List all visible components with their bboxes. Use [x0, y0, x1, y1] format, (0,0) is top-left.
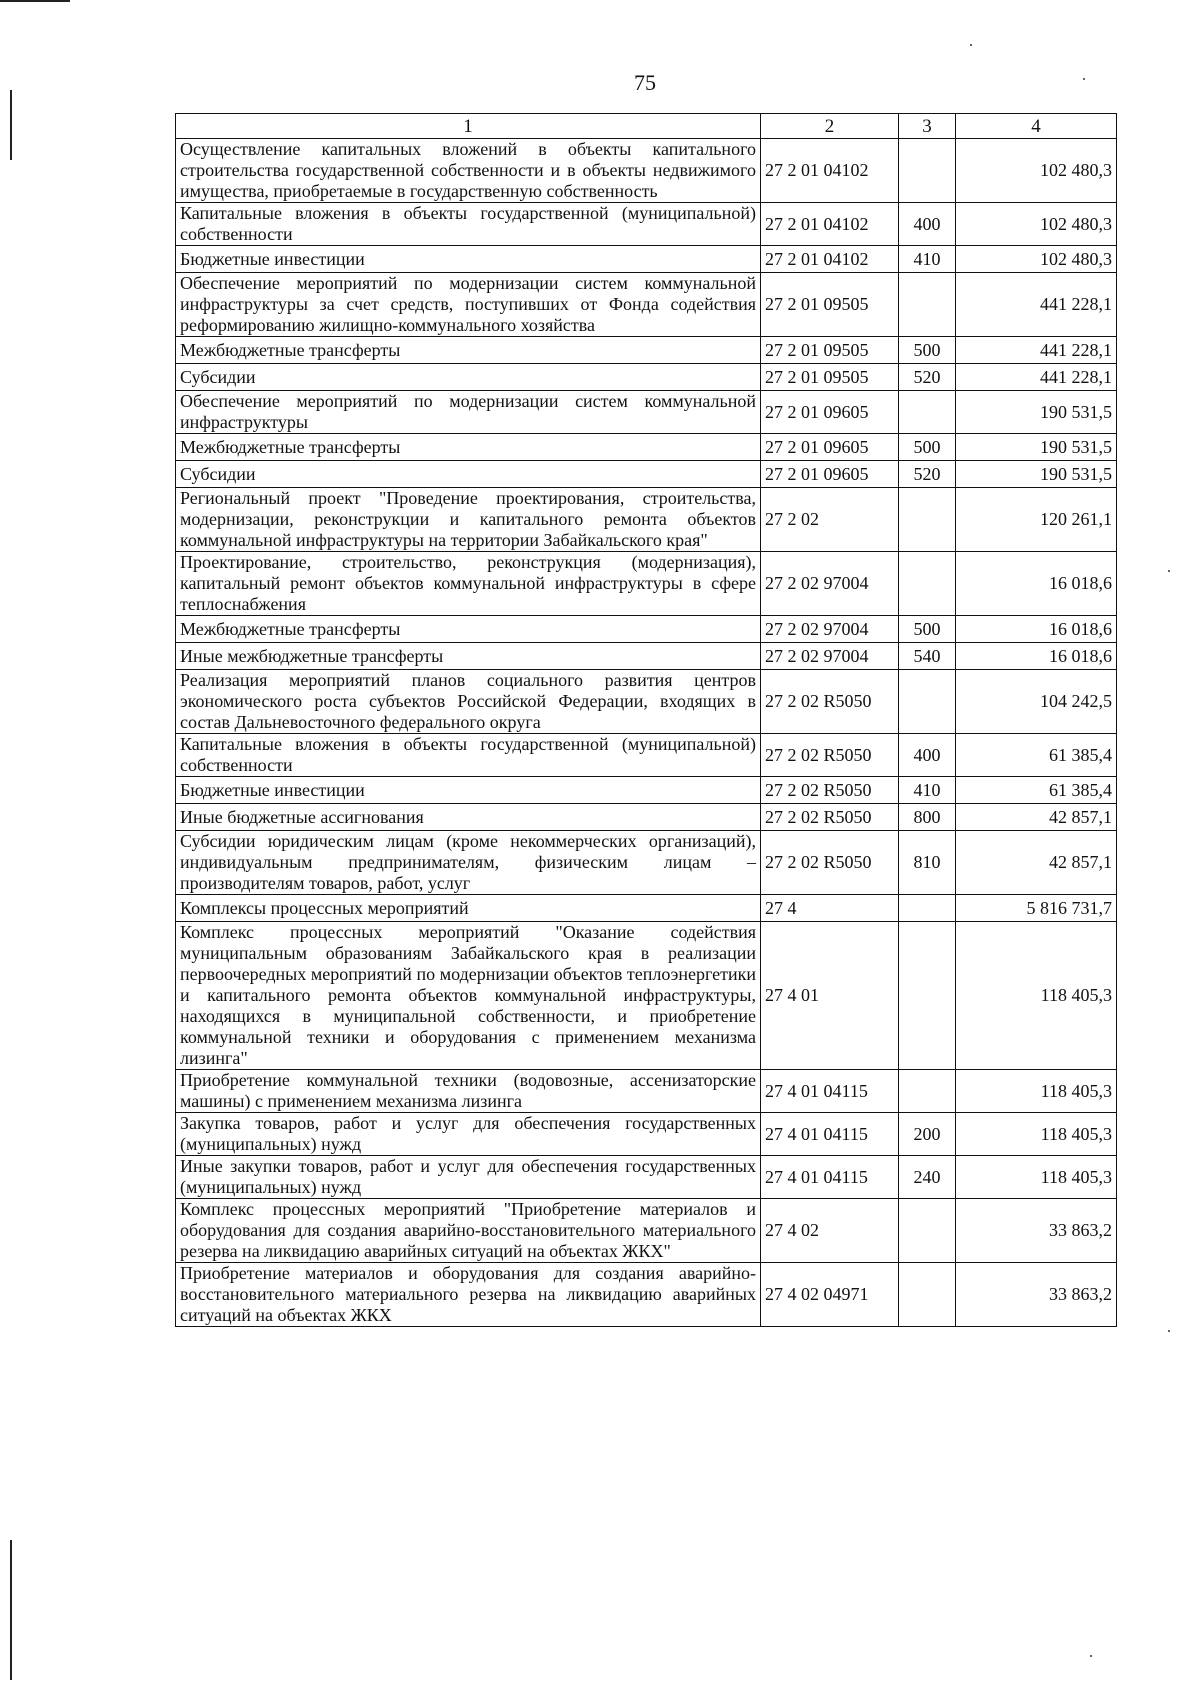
row-sum-cell: 441 228,1: [956, 337, 1117, 364]
row-type-cell: 500: [899, 434, 956, 461]
table-row: [176, 895, 1117, 922]
row-sum-cell: 42 857,1: [956, 831, 1117, 895]
row-type-cell: 540: [899, 643, 956, 670]
row-type-cell: [899, 391, 956, 434]
row-sum-cell: 118 405,3: [956, 1070, 1117, 1113]
row-sum-cell: 190 531,5: [956, 391, 1117, 434]
row-name-cell: Региональный проект "Проведение проектирования, строительства, модернизации, реконструкции и капитального ремонта объектов коммунальной инфраструктуры на территории Забайкальского края": [176, 488, 761, 552]
table-row: [176, 1070, 1117, 1113]
budget-table: [175, 113, 1117, 1327]
table-row: [176, 643, 1117, 670]
table-row: [176, 434, 1117, 461]
row-type-cell: 410: [899, 777, 956, 804]
scan-edge-line-left: [10, 90, 12, 160]
row-type-cell: [899, 1263, 956, 1327]
row-type-cell: [899, 552, 956, 616]
row-code-cell: 27 2 02: [761, 488, 899, 552]
row-code-cell: 27 2 01 09605: [761, 391, 899, 434]
row-sum-cell: 441 228,1: [956, 364, 1117, 391]
table-row: [176, 1113, 1117, 1156]
row-sum-cell: 16 018,6: [956, 616, 1117, 643]
row-name-cell: Межбюджетные трансферты: [176, 434, 761, 461]
table-row: [176, 831, 1117, 895]
table-header-row: [176, 114, 1117, 139]
table-row: [176, 488, 1117, 552]
row-sum-cell: 61 385,4: [956, 777, 1117, 804]
row-code-cell: 27 2 01 04102: [761, 203, 899, 246]
row-code-cell: 27 2 02 97004: [761, 552, 899, 616]
row-sum-cell: 33 863,2: [956, 1199, 1117, 1263]
scan-speck: [1090, 1655, 1092, 1657]
row-name-cell: Обеспечение мероприятий по модернизации систем коммунальной инфраструктуры: [176, 391, 761, 434]
table-body: [176, 139, 1117, 1327]
row-name-cell: Капитальные вложения в объекты государственной (муниципальной) собственности: [176, 203, 761, 246]
table-row: [176, 1263, 1117, 1327]
table-row: [176, 273, 1117, 337]
row-sum-cell: 102 480,3: [956, 139, 1117, 203]
row-code-cell: 27 2 02 R5050: [761, 734, 899, 777]
row-type-cell: 240: [899, 1156, 956, 1199]
row-name-cell: Закупка товаров, работ и услуг для обеспечения государственных (муниципальных) нужд: [176, 1113, 761, 1156]
table-row: [176, 922, 1117, 1070]
row-name-cell: Межбюджетные трансферты: [176, 337, 761, 364]
row-type-cell: [899, 670, 956, 734]
table-row: [176, 670, 1117, 734]
row-name-cell: Приобретение коммунальной техники (водовозные, ассенизаторские машины) с применением механизма лизинга: [176, 1070, 761, 1113]
row-name-cell: Реализация мероприятий планов социального развития центров экономического роста субъектов Российской Федерации, входящих в состав Дальневосточного федерального округа: [176, 670, 761, 734]
scan-edge-line-top: [0, 0, 70, 2]
row-sum-cell: 190 531,5: [956, 461, 1117, 488]
row-type-cell: [899, 139, 956, 203]
row-code-cell: 27 4 01 04115: [761, 1113, 899, 1156]
row-name-cell: Иные межбюджетные трансферты: [176, 643, 761, 670]
row-name-cell: Обеспечение мероприятий по модернизации систем коммунальной инфраструктуры за счет средств, поступивших от Фонда содействия реформированию жилищно-коммунального хозяйства: [176, 273, 761, 337]
scan-speck: [1168, 570, 1170, 572]
row-type-cell: [899, 273, 956, 337]
row-sum-cell: 118 405,3: [956, 1156, 1117, 1199]
row-name-cell: Бюджетные инвестиции: [176, 777, 761, 804]
row-type-cell: 520: [899, 364, 956, 391]
row-name-cell: Капитальные вложения в объекты государственной (муниципальной) собственности: [176, 734, 761, 777]
row-code-cell: 27 2 02 R5050: [761, 777, 899, 804]
row-type-cell: [899, 922, 956, 1070]
row-name-cell: Субсидии: [176, 461, 761, 488]
row-name-cell: Иные закупки товаров, работ и услуг для обеспечения государственных (муниципальных) нужд: [176, 1156, 761, 1199]
row-sum-cell: 102 480,3: [956, 246, 1117, 273]
row-type-cell: 520: [899, 461, 956, 488]
row-name-cell: Комплексы процессных мероприятий: [176, 895, 761, 922]
table-row: [176, 391, 1117, 434]
row-sum-cell: 118 405,3: [956, 922, 1117, 1070]
row-sum-cell: 118 405,3: [956, 1113, 1117, 1156]
header-col-3: 3: [899, 114, 956, 139]
row-code-cell: 27 4 02 04971: [761, 1263, 899, 1327]
table-row: [176, 203, 1117, 246]
row-name-cell: Проектирование, строительство, реконструкция (модернизация), капитальный ремонт объектов коммунальной инфраструктуры в сфере теплоснабжения: [176, 552, 761, 616]
row-type-cell: 800: [899, 804, 956, 831]
row-name-cell: Бюджетные инвестиции: [176, 246, 761, 273]
row-code-cell: 27 2 02 97004: [761, 643, 899, 670]
row-code-cell: 27 2 02 R5050: [761, 804, 899, 831]
row-sum-cell: 33 863,2: [956, 1263, 1117, 1327]
row-code-cell: 27 2 01 09605: [761, 434, 899, 461]
row-type-cell: [899, 895, 956, 922]
row-sum-cell: 104 242,5: [956, 670, 1117, 734]
row-code-cell: 27 4 01 04115: [761, 1156, 899, 1199]
table-row: [176, 1199, 1117, 1263]
row-code-cell: 27 2 01 09605: [761, 461, 899, 488]
table-row: [176, 734, 1117, 777]
row-type-cell: 410: [899, 246, 956, 273]
row-type-cell: [899, 1199, 956, 1263]
row-name-cell: Осуществление капитальных вложений в объекты капитального строительства государственной собственности и в объекты недвижимого имущества, приобретаемые в государственную собственность: [176, 139, 761, 203]
row-code-cell: 27 2 01 09505: [761, 337, 899, 364]
table-row: [176, 616, 1117, 643]
row-code-cell: 27 4 02: [761, 1199, 899, 1263]
row-code-cell: 27 4 01 04115: [761, 1070, 899, 1113]
row-sum-cell: 5 816 731,7: [956, 895, 1117, 922]
row-code-cell: 27 4 01: [761, 922, 899, 1070]
row-code-cell: 27 2 01 04102: [761, 139, 899, 203]
row-code-cell: 27 2 02 97004: [761, 616, 899, 643]
header-col-1: 1: [176, 114, 761, 139]
page-number: 75: [634, 70, 656, 95]
header-col-4: 4: [956, 114, 1117, 139]
row-sum-cell: 190 531,5: [956, 434, 1117, 461]
row-type-cell: 200: [899, 1113, 956, 1156]
row-type-cell: 400: [899, 734, 956, 777]
table-row: [176, 337, 1117, 364]
row-code-cell: 27 4: [761, 895, 899, 922]
scan-speck: [970, 44, 972, 46]
row-type-cell: 810: [899, 831, 956, 895]
row-type-cell: 400: [899, 203, 956, 246]
table-row: [176, 804, 1117, 831]
row-name-cell: Иные бюджетные ассигнования: [176, 804, 761, 831]
table-row: [176, 364, 1117, 391]
row-type-cell: [899, 488, 956, 552]
row-name-cell: Комплекс процессных мероприятий "Оказание содействия муниципальным образованиям Забайкальского края в реализации первоочередных мероприятий по модернизации объектов теплоэнергетики и капитального ремонта объектов коммунальной инфраструктуры, находящихся в муниципальной собственности, и приобретение коммунальной техники и оборудования с применением механизма лизинга": [176, 922, 761, 1070]
row-type-cell: 500: [899, 337, 956, 364]
row-name-cell: Субсидии юридическим лицам (кроме некоммерческих организаций), индивидуальным предпринимателям, физическим лицам – производителям товаров, работ, услуг: [176, 831, 761, 895]
table-row: [176, 552, 1117, 616]
row-sum-cell: 16 018,6: [956, 552, 1117, 616]
row-name-cell: Комплекс процессных мероприятий "Приобретение материалов и оборудования для создания аварийно-восстановительного материального резерва на ликвидацию аварийных ситуаций на объектах ЖКХ": [176, 1199, 761, 1263]
table-row: [176, 777, 1117, 804]
table-row: [176, 1156, 1117, 1199]
row-name-cell: Межбюджетные трансферты: [176, 616, 761, 643]
row-code-cell: 27 2 02 R5050: [761, 670, 899, 734]
row-type-cell: [899, 1070, 956, 1113]
row-code-cell: 27 2 01 09505: [761, 364, 899, 391]
row-sum-cell: 16 018,6: [956, 643, 1117, 670]
row-sum-cell: 441 228,1: [956, 273, 1117, 337]
scan-edge-line-left-lower: [10, 1540, 12, 1680]
row-code-cell: 27 2 02 R5050: [761, 831, 899, 895]
header-col-2: 2: [761, 114, 899, 139]
row-sum-cell: 102 480,3: [956, 203, 1117, 246]
row-name-cell: Субсидии: [176, 364, 761, 391]
table-row: [176, 139, 1117, 203]
row-type-cell: 500: [899, 616, 956, 643]
row-sum-cell: 42 857,1: [956, 804, 1117, 831]
row-code-cell: 27 2 01 04102: [761, 246, 899, 273]
row-name-cell: Приобретение материалов и оборудования для создания аварийно-восстановительного материального резерва на ликвидацию аварийных ситуаций на объектах ЖКХ: [176, 1263, 761, 1327]
table-row: [176, 461, 1117, 488]
row-sum-cell: 120 261,1: [956, 488, 1117, 552]
row-code-cell: 27 2 01 09505: [761, 273, 899, 337]
table-row: [176, 246, 1117, 273]
row-sum-cell: 61 385,4: [956, 734, 1117, 777]
scan-speck: [1168, 1330, 1170, 1332]
